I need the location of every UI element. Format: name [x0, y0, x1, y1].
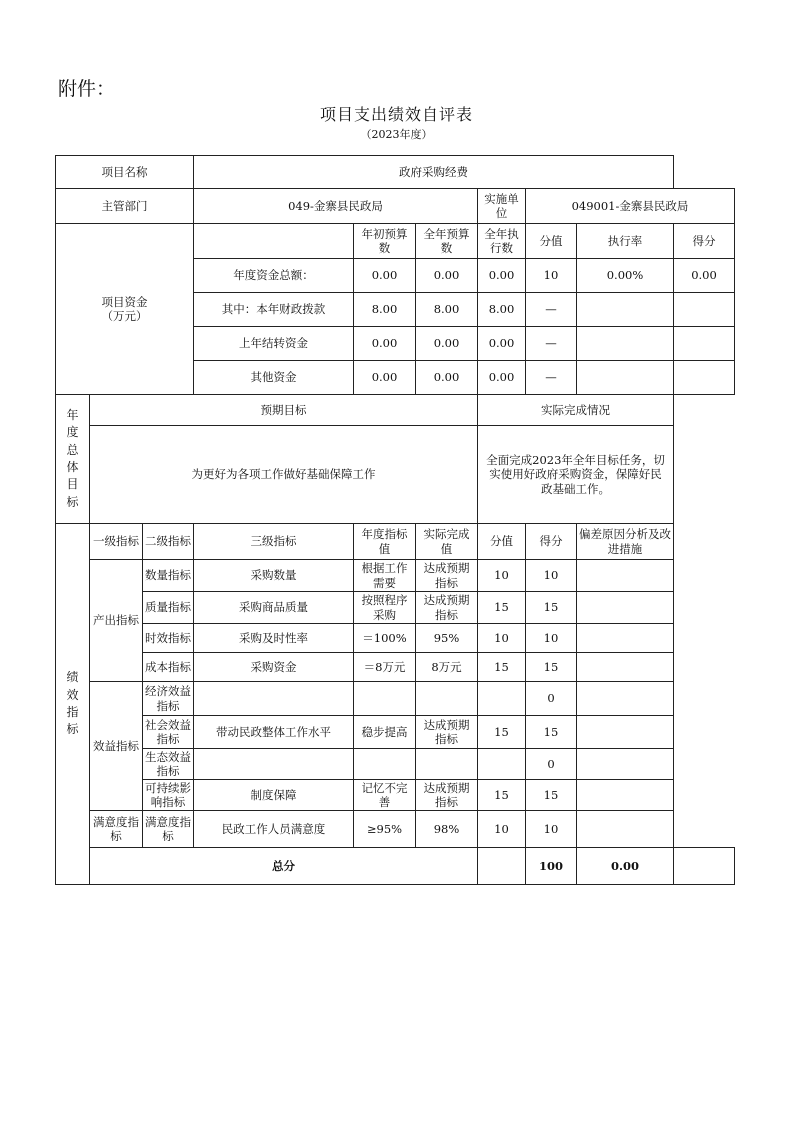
perf-level2: 可持续影响指标 — [143, 780, 194, 811]
perf-target: ＝8万元 — [354, 653, 416, 682]
funds-row-initial: 0.00 — [354, 361, 416, 395]
perf-target — [354, 682, 416, 716]
perf-header-target: 年度指标值 — [354, 524, 416, 560]
funds-row-executed: 8.00 — [478, 293, 526, 327]
funds-row-rate — [577, 293, 674, 327]
perf-target: 根据工作需要 — [354, 560, 416, 592]
funds-row-label: 其中：本年财政拨款 — [194, 293, 354, 327]
funds-row-score-value: 10 — [526, 259, 577, 293]
goals-actual-header: 实际完成情况 — [478, 395, 674, 426]
perf-level3: 采购及时性率 — [194, 624, 354, 653]
perf-score: 15 — [526, 780, 577, 811]
perf-note — [577, 811, 674, 848]
department-label: 主管部门 — [56, 189, 194, 224]
perf-score: 10 — [526, 560, 577, 592]
project-name-label: 项目名称 — [56, 156, 194, 189]
funds-row-label: 上年结转资金 — [194, 327, 354, 361]
funds-row-score — [674, 293, 735, 327]
perf-level2: 数量指标 — [143, 560, 194, 592]
funds-header-row — [56, 224, 735, 259]
total-score: 0.00 — [577, 848, 674, 885]
perf-actual: 达成预期指标 — [416, 592, 478, 624]
perf-score-value: 10 — [478, 560, 526, 592]
funds-row-annual: 0.00 — [416, 361, 478, 395]
funds-row-score-value: — — [526, 293, 577, 327]
perf-score-value — [478, 682, 526, 716]
perf-score: 0 — [526, 682, 577, 716]
perf-level2: 经济效益指标 — [143, 682, 194, 716]
perf-header-score-value: 分值 — [478, 524, 526, 560]
perf-level3: 制度保障 — [194, 780, 354, 811]
perf-score-value: 15 — [478, 592, 526, 624]
funds-row-executed: 0.00 — [478, 361, 526, 395]
perf-score: 15 — [526, 653, 577, 682]
perf-score-value: 15 — [478, 780, 526, 811]
funds-row-annual: 8.00 — [416, 293, 478, 327]
funds-header-score-value: 分值 — [526, 224, 577, 259]
perf-header-level2: 二级指标 — [143, 524, 194, 560]
perf-header-actual: 实际完成值 — [416, 524, 478, 560]
total-row — [56, 848, 735, 885]
funds-row-initial: 8.00 — [354, 293, 416, 327]
perf-actual — [416, 749, 478, 780]
perf-header-score: 得分 — [526, 524, 577, 560]
funds-header-blank — [194, 224, 354, 259]
perf-row — [56, 811, 735, 848]
funds-row-annual: 0.00 — [416, 327, 478, 361]
performance-table — [55, 155, 735, 885]
funds-row-annual: 0.00 — [416, 259, 478, 293]
perf-actual: 达成预期指标 — [416, 560, 478, 592]
goals-label — [56, 395, 90, 524]
form-year: （2023年度） — [360, 128, 433, 141]
perf-level1: 满意度指标 — [90, 811, 143, 848]
perf-level2: 社会效益指标 — [143, 716, 194, 749]
perf-level3: 带动民政整体工作水平 — [194, 716, 354, 749]
perf-score: 15 — [526, 716, 577, 749]
perf-level2: 成本指标 — [143, 653, 194, 682]
perf-target — [354, 749, 416, 780]
perf-target: ≥95% — [354, 811, 416, 848]
funds-row-initial: 0.00 — [354, 327, 416, 361]
perf-level2: 生态效益指标 — [143, 749, 194, 780]
perf-note — [577, 716, 674, 749]
goals-actual-text: 全面完成2023年全年目标任务，切实使用好政府采购资金，保障好民政基础工作。 — [478, 426, 674, 524]
perf-label-text: 绩效指标 — [66, 670, 79, 737]
funds-row-score — [674, 361, 735, 395]
perf-score-value: 10 — [478, 624, 526, 653]
perf-note — [577, 749, 674, 780]
perf-header-note: 偏差原因分析及改进措施 — [577, 524, 674, 560]
perf-row — [56, 624, 735, 653]
funds-row-score-value: — — [526, 327, 577, 361]
funds-row-rate — [577, 327, 674, 361]
funds-row-initial: 0.00 — [354, 259, 416, 293]
total-label: 总分 — [90, 848, 478, 885]
perf-score: 15 — [526, 592, 577, 624]
perf-actual: 达成预期指标 — [416, 780, 478, 811]
perf-target: ＝100% — [354, 624, 416, 653]
perf-level2: 时效指标 — [143, 624, 194, 653]
perf-level3: 采购数量 — [194, 560, 354, 592]
goals-expected-text: 为更好为各项工作做好基础保障工作 — [90, 426, 478, 524]
funds-row-executed: 0.00 — [478, 327, 526, 361]
perf-target: 按照程序采购 — [354, 592, 416, 624]
implementing-unit-label: 实施单位 — [478, 189, 526, 224]
total-blank — [478, 848, 526, 885]
project-name-row — [56, 156, 735, 189]
perf-level1: 产出指标 — [90, 560, 143, 682]
perf-row — [56, 560, 735, 592]
implementing-unit-value: 049001-金寨县民政局 — [526, 189, 735, 224]
department-row — [56, 189, 735, 224]
perf-note — [577, 780, 674, 811]
perf-label — [56, 524, 90, 885]
perf-score: 10 — [526, 811, 577, 848]
funds-row-executed: 0.00 — [478, 259, 526, 293]
perf-note — [577, 560, 674, 592]
funds-row-score — [674, 327, 735, 361]
department-value: 049-金寨县民政局 — [194, 189, 478, 224]
funds-header-score: 得分 — [674, 224, 735, 259]
goals-expected-header: 预期目标 — [90, 395, 478, 426]
perf-row — [56, 592, 735, 624]
perf-header-level1: 一级指标 — [90, 524, 143, 560]
perf-header-level3: 三级指标 — [194, 524, 354, 560]
goals-content-row — [56, 426, 735, 524]
goals-label-text: 年度总体目标 — [66, 407, 79, 509]
funds-header-rate: 执行率 — [577, 224, 674, 259]
perf-level2: 质量指标 — [143, 592, 194, 624]
perf-actual: 达成预期指标 — [416, 716, 478, 749]
perf-note — [577, 592, 674, 624]
funds-header-annual: 全年预算数 — [416, 224, 478, 259]
funds-header-initial: 年初预算数 — [354, 224, 416, 259]
perf-note — [577, 653, 674, 682]
perf-note — [577, 624, 674, 653]
perf-note — [577, 682, 674, 716]
perf-actual: 95% — [416, 624, 478, 653]
perf-level3 — [194, 749, 354, 780]
perf-score-value: 15 — [478, 716, 526, 749]
perf-target: 稳步提高 — [354, 716, 416, 749]
perf-score-value: 15 — [478, 653, 526, 682]
goals-header-row — [56, 395, 735, 426]
perf-level3: 民政工作人员满意度 — [194, 811, 354, 848]
total-score-value: 100 — [526, 848, 577, 885]
attachment-label: 附件： — [58, 78, 116, 100]
perf-row — [56, 780, 735, 811]
perf-row — [56, 749, 735, 780]
perf-level2: 满意度指标 — [143, 811, 194, 848]
funds-row-rate — [577, 361, 674, 395]
funds-row-score-value: — — [526, 361, 577, 395]
perf-row — [56, 682, 735, 716]
perf-score: 10 — [526, 624, 577, 653]
perf-level3 — [194, 682, 354, 716]
perf-actual: 98% — [416, 811, 478, 848]
perf-score-value: 10 — [478, 811, 526, 848]
project-name-value: 政府采购经费 — [194, 156, 674, 189]
perf-row — [56, 716, 735, 749]
perf-level3: 采购商品质量 — [194, 592, 354, 624]
perf-target: 记忆不完善 — [354, 780, 416, 811]
total-note — [674, 848, 735, 885]
perf-row — [56, 653, 735, 682]
funds-row-score: 0.00 — [674, 259, 735, 293]
perf-score: 0 — [526, 749, 577, 780]
funds-label-text: 项目资金 （万元） — [101, 294, 148, 323]
perf-score-value — [478, 749, 526, 780]
perf-level3: 采购资金 — [194, 653, 354, 682]
funds-header-executed: 全年执行数 — [478, 224, 526, 259]
perf-actual — [416, 682, 478, 716]
funds-row-label: 年度资金总额： — [194, 259, 354, 293]
perf-header-row — [56, 524, 735, 560]
form-title: 项目支出绩效自评表 — [319, 105, 473, 124]
funds-row-rate: 0.00% — [577, 259, 674, 293]
perf-actual: 8万元 — [416, 653, 478, 682]
funds-label — [56, 224, 194, 395]
funds-row-label: 其他资金 — [194, 361, 354, 395]
perf-level1: 效益指标 — [90, 682, 143, 811]
